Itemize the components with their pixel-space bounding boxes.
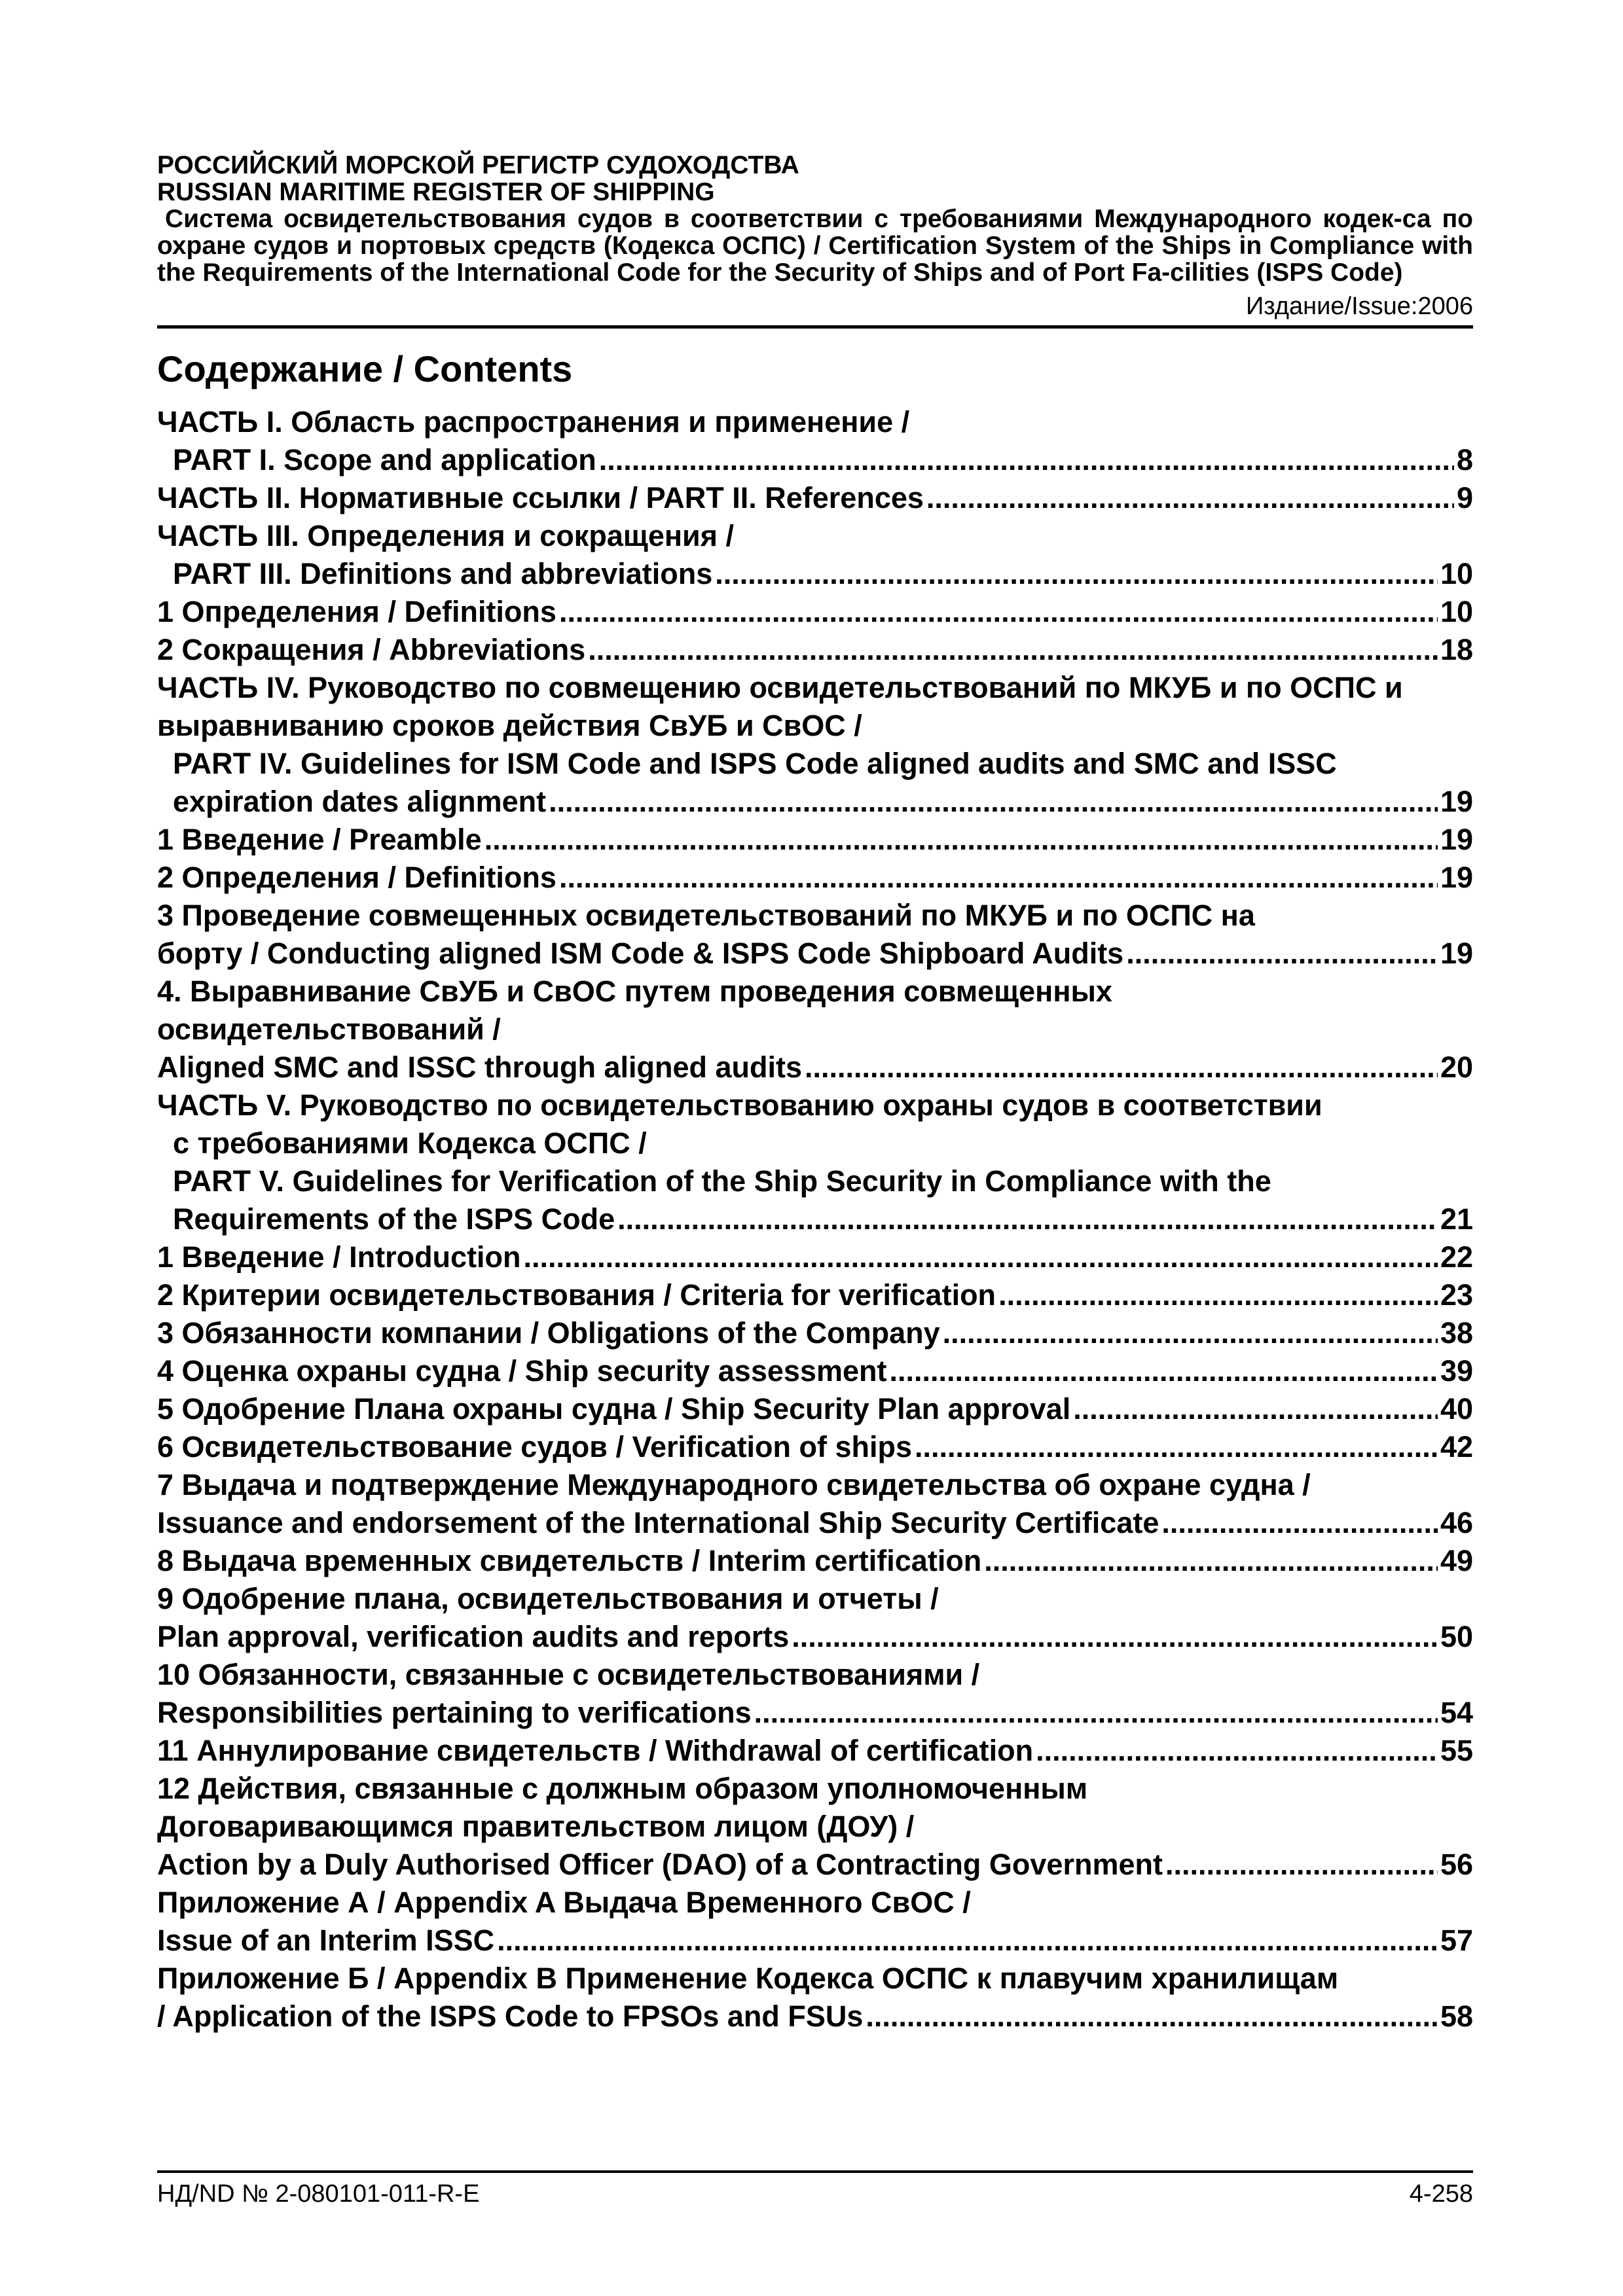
toc-entry-title: 6 Освидетельствование судов / Verification of ships	[157, 1430, 913, 1463]
toc-entry-page: 21	[1440, 1202, 1473, 1236]
toc-entry-line: ЧАСТЬ III. Определения и сокращения /	[157, 519, 734, 552]
toc-entry-page: 50	[1440, 1620, 1473, 1653]
toc-entry-line: PART V. Guidelines for Verification of the Ship Security in Compliance with the	[173, 1164, 1271, 1198]
toc-dot-leader	[617, 1200, 1438, 1238]
toc-dot-leader	[484, 821, 1438, 859]
toc-entry-page: 19	[1440, 937, 1473, 970]
toc-entry[interactable]	[157, 897, 1473, 973]
toc-entry-leader-line	[157, 1276, 1473, 1314]
toc-entry-page: 22	[1440, 1240, 1473, 1274]
toc-entry-leader-line	[157, 1352, 1473, 1390]
toc-entry-leader-line	[157, 1732, 1473, 1770]
header-divider	[157, 325, 1473, 329]
toc-dot-leader	[549, 783, 1438, 821]
toc-entry-title: ЧАСТЬ II. Нормативные ссылки / PART II. References	[157, 481, 924, 514]
toc-entry-leader-line	[157, 1694, 1473, 1732]
toc-dot-leader	[715, 555, 1438, 593]
toc-dot-leader	[1126, 935, 1438, 973]
toc-entry[interactable]	[157, 1314, 1473, 1352]
toc-entry-title: Plan approval, verification audits and reports	[157, 1620, 790, 1653]
toc-entry-title: 1 Введение / Preamble	[157, 823, 482, 856]
document-page	[157, 152, 1473, 2233]
toc-entry-leader-line	[157, 441, 1473, 479]
toc-entry-leader-line	[157, 1049, 1473, 1086]
toc-entry-leader-line	[157, 555, 1473, 593]
toc-entry-page: 19	[1440, 785, 1473, 818]
toc-entry-page: 56	[1440, 1848, 1473, 1881]
toc-entry-page: 55	[1440, 1734, 1473, 1767]
toc-entry-page: 40	[1440, 1392, 1473, 1426]
toc-entry-line: 7 Выдача и подтверждение Международного свидетельства об охране судна /	[157, 1468, 1311, 1501]
toc-entry[interactable]	[157, 1352, 1473, 1390]
toc-entry-line: ЧАСТЬ V. Руководство по освидетельствованию охраны судов в соответствии	[157, 1088, 1322, 1122]
toc-entry-page: 8	[1456, 443, 1473, 476]
toc-dot-leader	[559, 593, 1438, 631]
toc-entry[interactable]	[157, 1770, 1473, 1884]
toc-entry-line: Договаривающимся правительством лицом (ДОУ) /	[157, 1810, 915, 1843]
toc-entry-title: / Application of the ISPS Code to FPSOs and FSUs	[157, 2000, 864, 2033]
toc-entry[interactable]	[157, 593, 1473, 631]
toc-entry[interactable]	[157, 479, 1473, 517]
toc-entry-title: 3 Обязанности компании / Obligations of the Company	[157, 1316, 940, 1350]
toc-entry-page: 39	[1440, 1354, 1473, 1388]
toc-entry-page: 9	[1456, 481, 1473, 514]
toc-list	[157, 403, 1473, 2036]
toc-entry-title: expiration dates alignment	[173, 785, 547, 818]
toc-entry-title: Responsibilities pertaining to verifications	[157, 1696, 752, 1729]
toc-entry[interactable]	[157, 1466, 1473, 1542]
toc-dot-leader	[998, 1276, 1438, 1314]
toc-entry-title: 2 Критерии освидетельствования / Criteria for verification	[157, 1278, 996, 1312]
toc-entry-leader-line	[157, 1314, 1473, 1352]
toc-entry-title: 2 Сокращения / Abbreviations	[157, 633, 586, 666]
toc-entry-page: 23	[1440, 1278, 1473, 1312]
toc-entry-line: 3 Проведение совмещенных освидетельствований по МКУБ и по ОСПС на	[157, 899, 1255, 932]
toc-dot-leader	[754, 1694, 1438, 1732]
toc-entry[interactable]	[157, 517, 1473, 593]
toc-dot-leader	[984, 1542, 1438, 1580]
toc-entry-leader-line	[157, 1618, 1473, 1656]
toc-entry-leader-line	[157, 1390, 1473, 1428]
toc-entry-page: 19	[1440, 861, 1473, 894]
toc-entry[interactable]	[157, 1390, 1473, 1428]
toc-dot-leader	[497, 1922, 1438, 1960]
toc-dot-leader	[559, 859, 1438, 897]
toc-entry-title: Action by a Duly Authorised Officer (DAO) of a Contracting Government	[157, 1848, 1163, 1881]
toc-entry-page: 57	[1440, 1924, 1473, 1957]
toc-entry[interactable]	[157, 669, 1473, 821]
footer-page-number: 4-258	[1409, 2180, 1473, 2208]
header-org-ru: РОССИЙСКИЙ МОРСКОЙ РЕГИСТР СУДОХОДСТВА	[157, 151, 799, 179]
toc-entry-page: 54	[1440, 1696, 1473, 1729]
toc-entry-line: 12 Действия, связанные с должным образом уполномоченным	[157, 1772, 1088, 1805]
toc-entry[interactable]	[157, 859, 1473, 897]
toc-entry-title: 4 Оценка охраны судна / Ship security assessment	[157, 1354, 887, 1388]
toc-entry-page: 19	[1440, 823, 1473, 856]
toc-title: Содержание / Contents	[157, 348, 573, 389]
toc-entry[interactable]	[157, 1656, 1473, 1732]
toc-entry-leader-line	[157, 1998, 1473, 2036]
toc-entry-title: Issuance and endorsement of the International Ship Security Certificate	[157, 1506, 1159, 1539]
toc-entry-leader-line	[157, 1922, 1473, 1960]
toc-entry-title: 1 Введение / Introduction	[157, 1240, 521, 1274]
toc-entry[interactable]	[157, 1238, 1473, 1276]
toc-entry[interactable]	[157, 631, 1473, 669]
toc-entry[interactable]	[157, 1276, 1473, 1314]
toc-entry[interactable]	[157, 1086, 1473, 1238]
toc-entry-page: 42	[1440, 1430, 1473, 1463]
toc-entry-leader-line	[157, 1200, 1473, 1238]
toc-entry-line: Приложение А / Appendix A Выдача Временного СвОС /	[157, 1886, 971, 1919]
toc-entry-line: освидетельствований /	[157, 1013, 501, 1046]
toc-dot-leader	[866, 1998, 1438, 2036]
toc-entry-page: 38	[1440, 1316, 1473, 1350]
toc-dot-leader	[1165, 1846, 1438, 1884]
toc-dot-leader	[889, 1352, 1437, 1390]
toc-dot-leader	[1161, 1504, 1438, 1542]
toc-entry-leader-line	[157, 1846, 1473, 1884]
toc-dot-leader	[926, 479, 1454, 517]
toc-entry[interactable]	[157, 1580, 1473, 1656]
toc-entry-line: PART IV. Guidelines for ISM Code and ISPS Code aligned audits and SMC and ISSC	[173, 747, 1337, 780]
toc-dot-leader	[792, 1618, 1438, 1656]
toc-entry-page: 46	[1440, 1506, 1473, 1539]
toc-dot-leader	[524, 1238, 1438, 1276]
toc-dot-leader	[1073, 1390, 1438, 1428]
toc-entry-page: 20	[1440, 1050, 1473, 1084]
toc-entry[interactable]	[157, 973, 1473, 1086]
toc-entry-title: борту / Conducting aligned ISM Code & ISPS Code Shipboard Audits	[157, 937, 1124, 970]
toc-entry-page: 10	[1440, 595, 1473, 628]
toc-entry-line: 9 Одобрение плана, освидетельствования и отчеты /	[157, 1582, 939, 1615]
toc-entry-title: 8 Выдача временных свидетельств / Interim certification	[157, 1544, 982, 1577]
toc-entry-leader-line	[157, 593, 1473, 631]
toc-dot-leader	[599, 441, 1454, 479]
toc-dot-leader	[943, 1314, 1438, 1352]
toc-entry[interactable]	[157, 1884, 1473, 1960]
toc-dot-leader	[805, 1049, 1438, 1086]
toc-dot-leader	[915, 1428, 1438, 1466]
toc-entry-leader-line	[157, 783, 1473, 821]
page-footer	[157, 2170, 1473, 2212]
footer-doc-number: НД/ND № 2-080101-011-R-E	[157, 2180, 480, 2208]
toc-dot-leader	[1036, 1732, 1438, 1770]
toc-entry-page: 18	[1440, 633, 1473, 666]
toc-entry-title: 11 Аннулирование свидетельств / Withdrawal of certification	[157, 1734, 1034, 1767]
toc-entry-title: 1 Определения / Definitions	[157, 595, 556, 628]
toc-entry-title: 5 Одобрение Плана охраны судна / Ship Security Plan approval	[157, 1392, 1071, 1426]
toc-entry-page: 49	[1440, 1544, 1473, 1577]
toc-entry-leader-line	[157, 935, 1473, 973]
footer-divider	[157, 2170, 1473, 2173]
toc-entry-title: PART I. Scope and application	[173, 443, 596, 476]
toc-entry-title: Requirements of the ISPS Code	[173, 1202, 615, 1236]
toc-entry-title: Aligned SMC and ISSC through aligned audits	[157, 1050, 803, 1084]
toc-entry-leader-line	[157, 631, 1473, 669]
toc-entry[interactable]	[157, 403, 1473, 479]
toc-entry[interactable]	[157, 1960, 1473, 2036]
toc-entry-page: 58	[1440, 2000, 1473, 2033]
header-description: Система освидетельствования судов в соответствии с требованиями Международного кодек-са по охране судов и портовых средств (Кодекса ОСПС) / Certification System of the Ships in Compliance with the Requirements of the International Code for the Security of Ships and of Port Fa-cilities (ISPS Code)	[157, 205, 1473, 287]
toc-entry[interactable]	[157, 1542, 1473, 1580]
toc-entry-leader-line	[157, 859, 1473, 897]
toc-entry-leader-line	[157, 1542, 1473, 1580]
toc-entry-line: ЧАСТЬ IV. Руководство по совмещению освидетельствований по МКУБ и по ОСПС и выравниванию сроков действия СвУБ и СвОС /	[157, 671, 1403, 742]
toc-entry-title: 2 Определения / Definitions	[157, 861, 556, 894]
toc-entry-title: PART III. Definitions and abbreviations	[173, 557, 713, 590]
toc-entry-leader-line	[157, 1428, 1473, 1466]
toc-entry-line: 4. Выравнивание СвУБ и СвОС путем проведения совмещенных	[157, 975, 1112, 1008]
header-org-en: RUSSIAN MARITIME REGISTER OF SHIPPING	[157, 178, 715, 206]
toc-entry-line: Приложение Б / Appendix B Применение Кодекса ОСПС к плавучим хранилищам	[157, 1962, 1339, 1995]
toc-entry-line: с требованиями Кодекса ОСПС /	[173, 1126, 647, 1160]
toc-entry-page: 10	[1440, 557, 1473, 590]
toc-entry[interactable]	[157, 1428, 1473, 1466]
toc-entry-leader-line	[157, 479, 1473, 517]
toc-entry-line: 10 Обязанности, связанные с освидетельствованиями /	[157, 1658, 980, 1691]
toc-entry-title: Issue of an Interim ISSC	[157, 1924, 495, 1957]
toc-entry[interactable]	[157, 821, 1473, 859]
toc-entry-leader-line	[157, 1504, 1473, 1542]
toc-dot-leader	[588, 631, 1438, 669]
header-edition: Издание/Issue:2006	[1245, 293, 1473, 320]
toc-entry-leader-line	[157, 1238, 1473, 1276]
toc-entry[interactable]	[157, 1732, 1473, 1770]
toc-entry-leader-line	[157, 821, 1473, 859]
toc-entry-line: ЧАСТЬ I. Область распространения и применение /	[157, 405, 910, 439]
